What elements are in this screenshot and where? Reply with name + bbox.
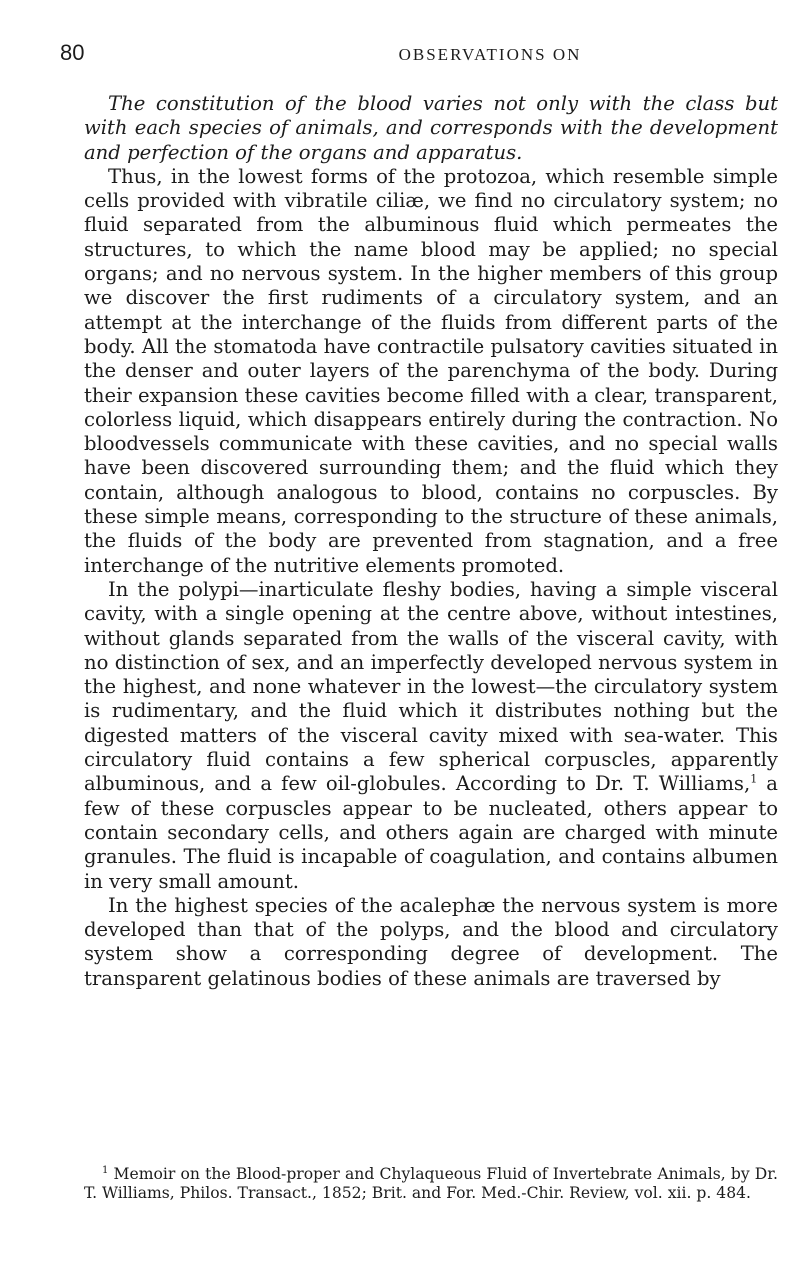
paragraph-acalephae: In the highest species of the acalephæ the nervous system is more developed than that of the polyps, and the blood and circulatory system show a corresponding degree of development. The transparent gelatinous bodies of these animals are traversed by: [84, 893, 778, 990]
body-text: [84, 92, 778, 991]
paragraph-intro: The constitution of the blood varies not only with the class but with each species of animals, and corresponds with the development and perfection of the organs and apparatus.: [84, 92, 778, 164]
footnote-text: Memoir on the Blood-proper and Chylaqueous Fluid of Invertebrate Animals, by Dr. T. Williams, Philos. Transact., 1852; Brit. and For. Med.-Chir. Review, vol. xii. p. 484.: [84, 1165, 778, 1203]
page-number: 80: [60, 40, 85, 65]
footnote: [84, 1165, 778, 1204]
paragraph-polypi-text-before: In the polypi—inarticulate fleshy bodies, having a simple visceral cavity, with a single opening at the centre above, without intestines, without glands separated from the walls of the visceral cavity, with no distinction of sex, and an imperfectly developed nervous system in the highest, and none whatever in the lowest—the circulatory system is rudimentary, and the fluid which it distributes nothing but the digested matters of the visceral cavity mixed with sea-water. This circulatory fluid contains a few spherical corpuscles, apparently albuminous, and a few oil-globules. According to Dr. T. Williams,: [84, 577, 778, 796]
running-head: OBSERVATIONS ON: [398, 45, 582, 64]
paragraph-protozoa: Thus, in the lowest forms of the protozoa, which resemble simple cells provided with vibratile ciliæ, we find no circulatory system; no fluid separated from the albuminous fluid which permeates the structures, to which the name blood may be applied; no special organs; and no nervous system. In the higher members of this group we discover the first rudiments of a circulatory system, and an attempt at the interchange of the fluids from different parts of the body. All the stomatoda have contractile pulsatory cavities situated in the denser and outer layers of the parenchyma of the body. During their expansion these cavities become filled with a clear, transparent, colorless liquid, which disappears entirely during the contraction. No bloodvessels communicate with these cavities, and no special walls have been discovered surrounding them; and the fluid which they contain, although analogous to blood, contains no corpuscles. By these simple means, corresponding to the structure of these animals, the fluids of the body are prevented from stagnation, and a free interchange of the nutritive elements promoted.: [84, 164, 778, 577]
footnote-reference: 1: [750, 772, 758, 786]
paragraph-polypi: [84, 578, 778, 894]
paragraph-polypi-text-after: a few of these corpuscles appear to be nucleated, others appear to contain secondary cells, and others again are charged with minute granules. The fluid is incapable of coagulation, and contains albumen in very small amount.: [84, 772, 778, 893]
footnote-marker: 1: [102, 1164, 109, 1176]
page-header: [60, 40, 760, 70]
